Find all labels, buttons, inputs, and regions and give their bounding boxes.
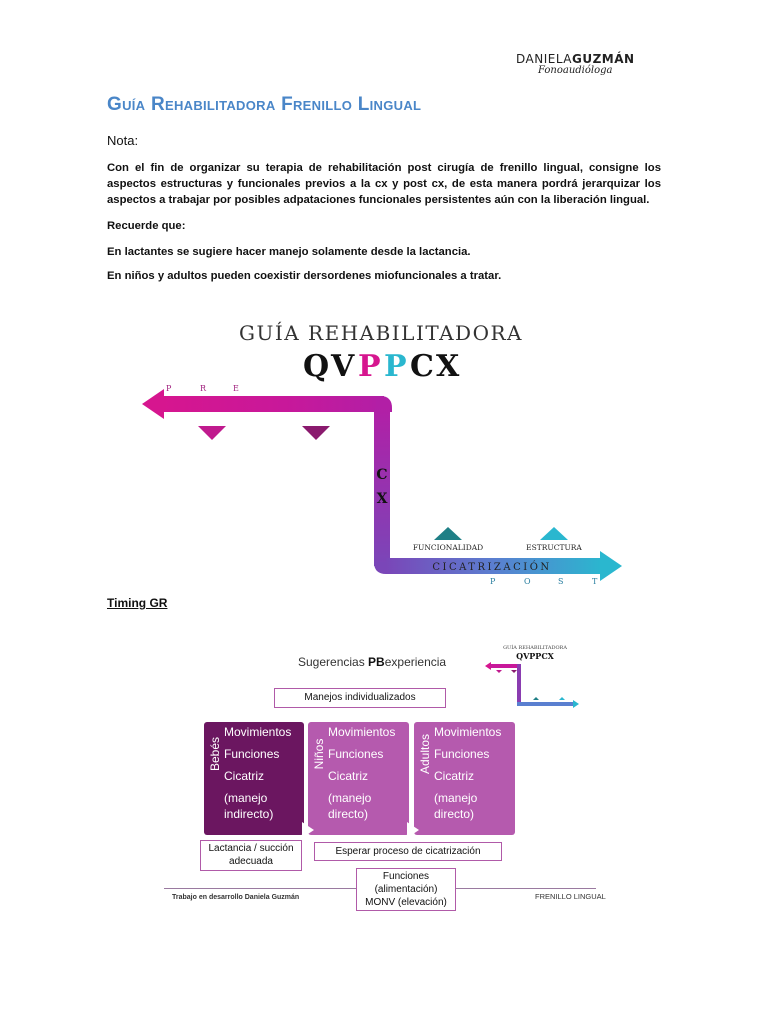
card-bebes-label: Bebés bbox=[208, 736, 222, 772]
document-title: Guía Rehabilitadora Frenillo Lingual bbox=[107, 94, 422, 115]
logo-name bbox=[516, 52, 635, 66]
funciones-line: (alimentación) bbox=[374, 884, 438, 895]
card-bebes bbox=[204, 722, 304, 835]
lactancia-box: Lactancia / succión adecuada bbox=[200, 840, 302, 871]
cx-letter-c: C bbox=[376, 467, 388, 483]
post-arrow-head bbox=[600, 551, 622, 581]
card-adultos-line: Cicatriz bbox=[434, 769, 475, 783]
arrow-pointer-icon bbox=[407, 822, 419, 838]
mini-vertical-segment bbox=[517, 664, 521, 706]
card-bebes-line: Funciones bbox=[224, 747, 280, 761]
pre-label-funcionalidad: FUNCIONALIDAD bbox=[280, 415, 352, 424]
sugerencias-title-part1: Sugerencias bbox=[298, 655, 369, 669]
card-adultos-lines bbox=[434, 724, 513, 828]
cx-letter-x: X bbox=[376, 491, 388, 507]
card-bebes-line: (manejo indirecto) bbox=[224, 791, 274, 821]
card-bebes-lines bbox=[224, 724, 302, 828]
diagram-acronym bbox=[303, 349, 460, 384]
post-letter-s: S bbox=[558, 577, 564, 586]
post-label-estructura: ESTRUCTURA bbox=[526, 543, 582, 552]
mini-post-marker-1 bbox=[533, 697, 539, 700]
mini-post-marker-2 bbox=[559, 697, 565, 700]
logo-name-regular: DANIELA bbox=[516, 52, 573, 66]
sugerencias-title bbox=[298, 655, 446, 669]
pre-label-estructura: ESTRUCTURA bbox=[185, 415, 241, 424]
pre-letter-r: R bbox=[200, 384, 207, 393]
qvppcx-diagram-svg bbox=[140, 314, 630, 589]
card-bebes-line: Movimientos bbox=[224, 725, 292, 739]
post-letters bbox=[490, 577, 598, 586]
mini-post-arrow-head bbox=[573, 700, 579, 708]
mini-diagram-title: GUÍA REHABILITADORA bbox=[503, 645, 567, 651]
post-label-funcionalidad: FUNCIONALIDAD bbox=[412, 543, 484, 552]
post-funcionalidad-marker bbox=[434, 527, 462, 540]
paragraph-lactantes: En lactantes se sugiere hacer manejo solamente desde la lactancia. bbox=[107, 246, 471, 258]
acronym-v: V bbox=[331, 349, 355, 384]
mini-pre-arrow-shaft bbox=[490, 664, 520, 668]
cicatrizacion-label: CICATRIZACIÓN bbox=[432, 562, 552, 573]
card-ninos-label: Niños bbox=[312, 738, 326, 770]
post-letter-p: P bbox=[490, 577, 496, 586]
card-adultos-line: Movimientos bbox=[434, 725, 502, 739]
sugerencias-title-part2: experiencia bbox=[384, 655, 447, 669]
card-ninos-label-wrap bbox=[310, 724, 328, 784]
footer-credit: Trabajo en desarrollo Daniela Guzmán bbox=[172, 894, 300, 901]
acronym-x: X bbox=[436, 349, 460, 384]
manejos-individualizados-box: Manejos individualizados bbox=[274, 688, 446, 708]
funciones-box bbox=[356, 868, 456, 911]
logo-subtitle: Fonoaudióloga bbox=[538, 65, 613, 76]
post-letter-o: O bbox=[524, 577, 531, 586]
sugerencias-figure bbox=[160, 638, 606, 908]
card-bebes-label-wrap bbox=[206, 724, 224, 784]
pre-arrow-shaft bbox=[162, 396, 384, 412]
recuerde-label: Recuerde que: bbox=[107, 220, 186, 232]
card-adultos-line: Funciones bbox=[434, 747, 490, 761]
cx-vertical-segment bbox=[374, 408, 390, 566]
esperar-cicatrizacion-box: Esperar proceso de cicatrización bbox=[314, 842, 502, 861]
pre-letter-p: P bbox=[166, 384, 172, 393]
pre-letters bbox=[166, 384, 239, 393]
acronym-q: Q bbox=[303, 349, 330, 384]
pre-letter-e: E bbox=[233, 384, 239, 393]
mini-diagram-acronym: QVPPCX bbox=[516, 651, 554, 661]
paragraph-ninos-adultos: En niños y adultos pueden coexistir dersordenes miofuncionales a tratar. bbox=[107, 270, 502, 282]
card-ninos bbox=[308, 722, 409, 835]
pre-funcionalidad-marker bbox=[302, 426, 330, 440]
card-ninos-line: Movimientos bbox=[328, 725, 396, 739]
card-ninos-line: (manejo directo) bbox=[328, 791, 372, 821]
card-ninos-lines bbox=[328, 724, 407, 828]
card-ninos-line: Funciones bbox=[328, 747, 384, 761]
qvppcx-diagram bbox=[140, 314, 630, 589]
funciones-line: Funciones bbox=[382, 871, 430, 882]
sugerencias-title-bold: PB bbox=[368, 655, 385, 669]
pre-arrow-head bbox=[142, 389, 164, 419]
diagram-title: GUÍA REHABILITADORA bbox=[239, 321, 523, 345]
acronym-c: C bbox=[410, 349, 434, 384]
card-adultos-line: (manejo directo) bbox=[434, 791, 478, 821]
mini-qvppcx-diagram bbox=[485, 640, 583, 712]
post-estructura-marker bbox=[540, 527, 568, 540]
card-adultos-label: Adultos bbox=[418, 733, 432, 775]
paragraph-intro: Con el fin de organizar su terapia de rehabilitación post cirugía de frenillo lingual, consigne los aspectos estructuras y funcionales previos a la cx y post cx, de esta manera pordrá jerarquizar los aspectos a trabajar por posibles adpataciones funcionales persistentes aún con la liberación lingual. bbox=[107, 162, 661, 206]
acronym-p-teal: P bbox=[384, 349, 407, 384]
acronym-p-magenta: P bbox=[358, 349, 381, 384]
arrow-pointer-icon bbox=[302, 822, 314, 838]
author-logo bbox=[516, 52, 635, 76]
mini-post-arrow-shaft bbox=[517, 702, 573, 706]
footer-title: FRENILLO LINGUAL bbox=[535, 892, 606, 901]
card-bebes-line: Cicatriz bbox=[224, 769, 265, 783]
card-adultos bbox=[414, 722, 515, 835]
logo-name-bold: GUZMÁN bbox=[572, 52, 635, 66]
nota-label: Nota: bbox=[107, 133, 139, 148]
card-adultos-label-wrap bbox=[416, 724, 434, 784]
timing-heading: Timing GR bbox=[107, 596, 168, 610]
card-ninos-line: Cicatriz bbox=[328, 769, 369, 783]
pre-estructura-marker bbox=[198, 426, 226, 440]
funciones-line: MONV (elevación) bbox=[365, 897, 447, 908]
post-letter-t: T bbox=[592, 577, 598, 586]
mini-pre-marker-2 bbox=[511, 670, 517, 673]
mini-pre-marker-1 bbox=[496, 670, 502, 673]
